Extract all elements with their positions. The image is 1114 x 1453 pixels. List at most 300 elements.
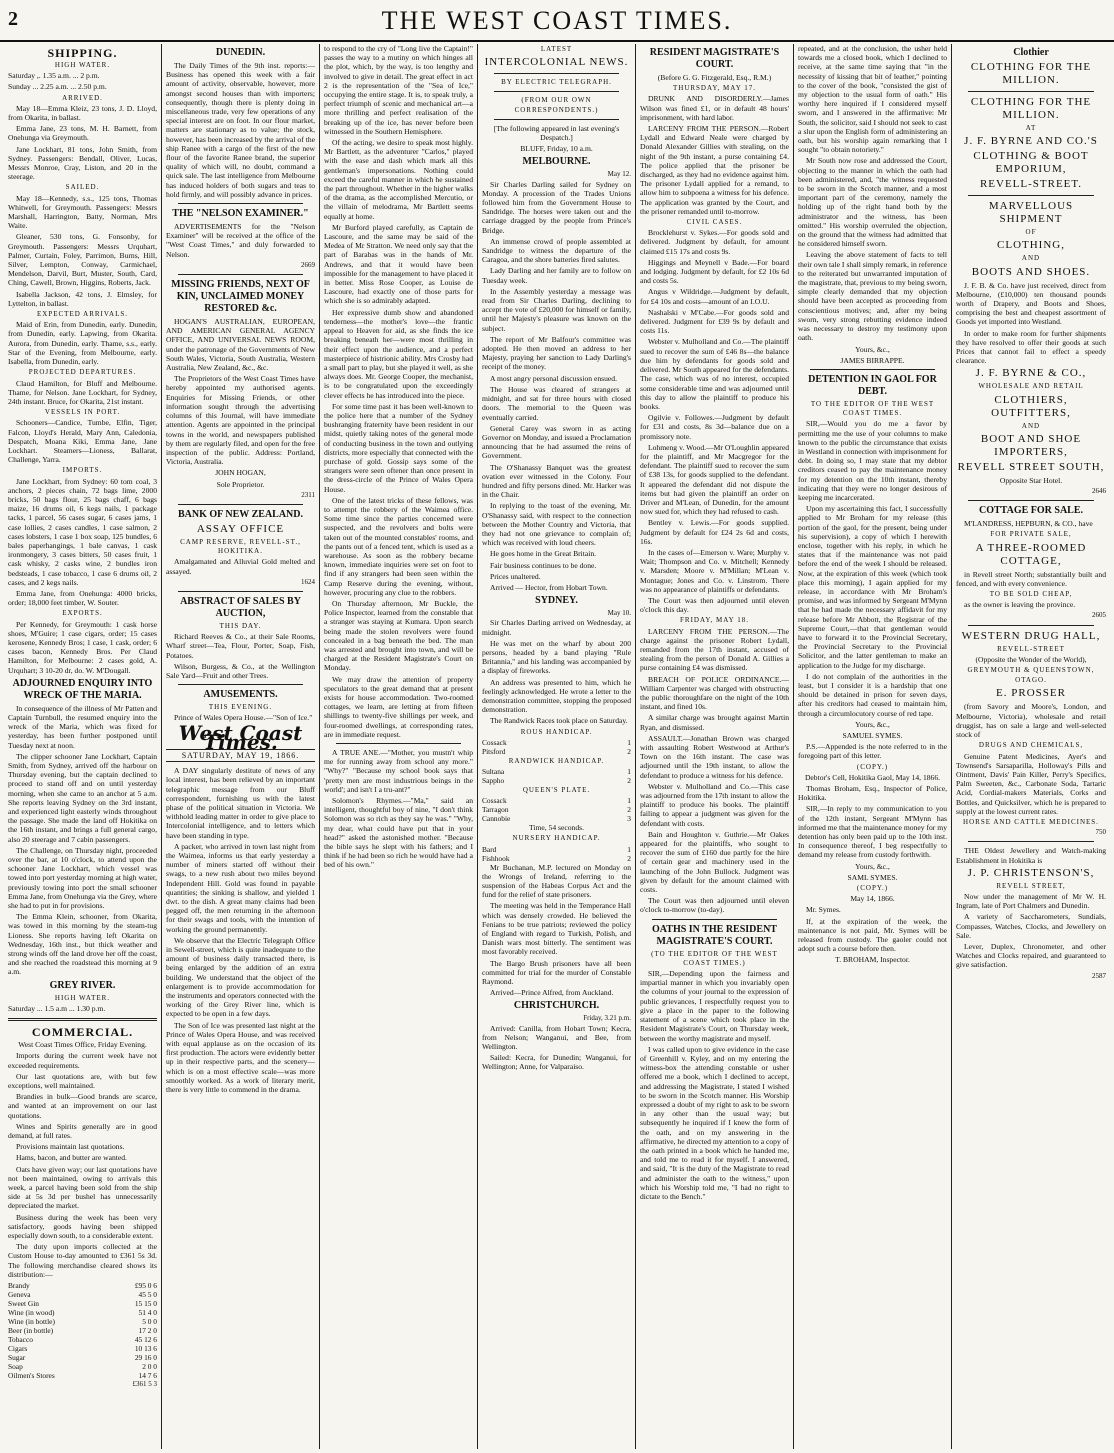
duty-value: 15 15 0 (134, 1298, 157, 1308)
court-case: Bentley v. Lewis.—For goods supplied. Judgment by default for £24 2s 6d and costs, 16s. (640, 518, 789, 546)
table-row (8, 1371, 157, 1380)
court-case: Bain and Houghton v. Guthrie.—Mr Oakes appeared for the plaintiffs, who sought to recover the sum of £160 due partly for the hire of certain gear and machinery used in the launching of the John Bullock. Judgment was given by default for the amount claimed with costs. (640, 829, 789, 895)
advert-text: Lever, Duplex, Chronometer, and other Watches and Clocks repaired, and guaranteed to give satisfaction. (956, 941, 1106, 970)
table-row (8, 1308, 157, 1317)
copy-closing: Yours, &c., (855, 861, 890, 871)
court-case: Higgings and Meynell v Bade.—For board and lodging. Judgment by default, for £2 10s 6d and costs 5s. (640, 257, 789, 286)
lead-paragraph: A packer, who arrived in town last night from the Waimea, informs us that early yesterday a number of miners started off without their swags, to a new rush about two miles beyond Independent Hill. Gold was found in payable quantities; the sinking is shallow, and yielded 1 dwt. to the dish. A great many claims had been pegged off, the men returning in the afternoon for their swags and tools, with the intention of working the ground permanently. (166, 841, 315, 934)
anecdote: A TRUE ANE.—"Mother, you mustn't whip me for running away from school any more." "Why?" "Because my school book says that 'pretty men are most industrious beings in the world'; and isn't I a tru-ant?" (324, 748, 473, 794)
columns (4, 44, 1110, 1449)
hogan-advert-body: The Proprietors of the West Coast Times have hereby appointed my authorised agents. Enquiries for Missing Friends, or other information sought through the advertising columns of this Journal, will have immediate attention. Agents are appointed in the principal towns in the world, and newspapers published by them are regularly filed, and open for the free inspection of the public. Address: Portland, Victoria, Australia. (166, 374, 315, 467)
projected-list: Claud Hamilton, for Bluff and Melbourne. Thame, for Nelson. Jane Lockhart, for Sydney, 24th instant. Bruce, for Okarita, 21st instant. (8, 378, 157, 406)
news-paragraph: General Carey was sworn in as acting Governor on Monday, and issued a Proclamation announcing that he had assumed the reins of Government. (482, 423, 631, 461)
race-heading: RANDWICK HANDICAP. (508, 756, 605, 765)
horse-name: Tarragon (482, 805, 509, 815)
news-paragraph: The report of Mr Balfour's committee was adopted. He then moved an address to her Majesty, praying her sanction to Lady Darling's receipt of the money. (482, 334, 631, 372)
sydney-heading: SYDNEY. (535, 595, 578, 607)
news-paragraph: He goes home in the Great Britain. (490, 549, 597, 559)
drugs-label: DRUGS AND CHEMICALS, (978, 741, 1084, 750)
commercial-heading: COMMERCIAL. (31, 1025, 134, 1040)
arrival-entry: Jane Lockhart, 81 tons, John Smith, from Sydney. Passengers: Bendall, Oliver, Lucas, Messrs Monroe, Cray, Liston, and 20 in the steerage. (8, 144, 157, 182)
in-port-list: Schooners—Candice, Tumbe, Elfin, Tiger, Falcon, Lloyd's Herald, Mary Ann, Caledonia, Despatch, Moana Kiki, Emma Jane, Jane Lockhart. Steamers—Lioness, Ballarat, Challenge, Yarra. (8, 418, 157, 465)
court-case: Webster v. Mulholland and Co.—The plaintiff sued to recover the sum of £46 8s—the balance due him by defendants for goods sold and delivered. Mr South appeared for the defendants. The case, which was of no interest, occupied some considerable time and was adjourned until this day to allow the plaintiff to produce his books. (640, 337, 789, 411)
duty-item: Soap (8, 1361, 23, 1371)
cottage-title: A THREE-ROOMED COTTAGE, (975, 541, 1087, 567)
advert-text: in Revell street North; substantially built and fenced, and with every convenience. (956, 569, 1106, 588)
editorial-banner: West Coast Times. (178, 720, 303, 754)
horse-name: Cannobie (482, 814, 511, 824)
horse-name: Cossack (482, 796, 507, 806)
duty-item: Sweet Gin (8, 1298, 39, 1308)
christensen-name: J. P. CHRISTENSON'S, (967, 866, 1095, 879)
bank-heading: BANK OF NEW ZEALAND. (177, 508, 303, 520)
table-row (482, 805, 631, 814)
in-port-heading: VESSELS IN PORT. (44, 408, 121, 417)
advert-number: 2311 (301, 490, 315, 499)
table-row (8, 1281, 157, 1290)
civil-heading: CIVIL CASES. (686, 218, 743, 227)
boots-shoes: BOOTS AND SHOES. (971, 265, 1091, 278)
placing: 1 (627, 844, 631, 854)
court-case: Webster v. Mulholland and Co.—This case was adjourned from the 17th instant to allow the plaintiff to produce his books. The plaintiff failing to appear a judgment was given for the defendant with costs. (640, 781, 789, 828)
divider (178, 591, 303, 592)
commercial-paragraph: Oats have given way; our last quotations have not been maintained, owing to arrivals this week, a parcel having been sold from the ship side at 5s 3d per bushel has unnecessarily depreciated the market. (8, 1164, 157, 1211)
duties-table (8, 1281, 157, 1380)
prosser-name: E. PROSSER (996, 687, 1066, 700)
duty-value: 29 16 0 (134, 1352, 157, 1362)
court-heading: RESIDENT MAGISTRATE'S COURT. (649, 47, 780, 70)
commercial-paragraph: The duty upon imports collected at the Custom House to-day amounted to £361 5s 3d. The following merchandise cleared shows its distribution:— (8, 1242, 157, 1279)
column-5 (636, 44, 794, 1449)
copy-text: SIR,—In reply to my communication to you of the 12th instant, Sergeant M'Mynn has informed me that the maintenance money for my detention has only been paid up to the 10th inst. In consequence thereof, I beg respectfully to demand my release from custody forthwith. (798, 804, 947, 860)
placing: 2 (627, 776, 631, 785)
amusements-entry: Prince of Wales Opera House.—"Son of Ice." (174, 713, 313, 723)
newspaper-title: THE WEST COAST TIMES. (381, 6, 733, 35)
assay-text: Amalgamated and Alluvial Gold melted and assayed. (166, 557, 315, 576)
table-row (482, 845, 631, 854)
sailed-entry: Isabella Jackson, 42 tons, J. Elmsley, for Lyttelton, in ballast. (8, 289, 157, 308)
court-case: LARCENY FROM THE PERSON.—The charge against the prisoner Robert Lydall, remanded from the 17th instant, accused of stealing from the person of Donald A. Gillies a purse containing £4 was dismissed. (640, 626, 789, 673)
advert-text: Genuine Patent Medicines, Ayer's and Townsend's Sarsaparilla, Holloway's Pills and Ointment, Davis' Pain Killer, Perry's Specifics, Palm Sweeten, &c., Carbonate Soda, Tartaric Acid, Cordial-makers Materials, Corks and Bottles, and Quicksilver, which he is prepared to supply at the lowest current rates. (956, 751, 1106, 816)
imports-list: Emma Jane, from Onehunga: 4000 bricks, order; 18,000 feet timber, W. Souter. (8, 588, 157, 608)
placing: 3 (627, 814, 631, 824)
placing: 1 (627, 737, 631, 747)
advert-number: 2605 (1092, 611, 1106, 620)
missing-friends-heading: MISSING FRIENDS, NEXT OF KIN, UNCLAIMED MONEY RESTORED &c. (171, 279, 310, 315)
news-paragraph: The meeting was held in the Temperance Hall which was densely crowded. He believed the Fenians to be true patriots; reviewed the policy of England with regard to Turkish, Polish, and Danish wars most bitterly. The sentiment was most favorably received. (482, 901, 631, 957)
letter-signature: SAMUEL SYMES. (842, 731, 903, 741)
letter-signature: JAMES BIRRAPPE. (840, 355, 905, 365)
placing: 2 (627, 746, 631, 756)
divider (968, 500, 1094, 501)
horse-name: Sappho (482, 776, 505, 785)
abstract-entry: Richard Reeves & Co., at their Sale Rooms, Wharf street—Tea, Flour, Porter, Soap, Fish, Potatoes. (166, 632, 315, 660)
court-case: Brocklehurst v. Sykes.—For goods sold and delivered. Judgment by default, for amount claimed £15 17s and costs 9s. (640, 228, 789, 256)
table-row (8, 1362, 157, 1371)
commercial-paragraph: Brandies in bulk—Good brands are scarce, and wanted at an improvement on our last quotations. (8, 1092, 157, 1120)
and-label: AND (1021, 254, 1041, 263)
race-results (482, 796, 631, 823)
arrival-entry: Emma Jane, 23 tons, M. H. Barnett, from Onehunga via Greymouth. (8, 124, 157, 143)
shipping-heading: SHIPPING. (47, 46, 118, 60)
page-number: 2 (8, 8, 18, 30)
hogan-title: Sole Proprietor. (216, 479, 265, 489)
news-paragraph: A most angry personal discussion ensued. (490, 373, 617, 383)
sailed-heading: SAILED. (65, 183, 100, 192)
table-row (8, 1326, 157, 1335)
commercial-paragraph: Wines and Spirits generally are in good demand, at full rates. (8, 1121, 157, 1140)
news-paragraph: Sir Charles Darling arrived on Wednesday, at midnight. (482, 618, 631, 637)
copy-location: Debtor's Cell, Hokitika Gaol, May 14, 1866. (804, 772, 941, 782)
table-row (8, 1317, 157, 1326)
dunedin-paragraph: The Daily Times of the 9th inst. reports:—Business has opened this week with a fair amount of activity, observable, however, more amongst second houses than with importers; consequently, though there is plenty doing in miscellaneous trade, very few operations of any special interest are on foot. In our flour market, matters are stationary as to value; the stock, however, has been increased by the arrival of the ship Ranee with a cargo of the first of the new flour of the favorite Ranee brand, the superior quality of which will, no doubt, command a quick sale. The last intelligence from Melbourne has induced holders of both sugars and teas to hold firmly, and will possibly advance in prices. (166, 61, 315, 199)
news-paragraph: Fair business continues to be done. (490, 560, 597, 570)
masthead (0, 0, 1114, 42)
emporium-name: CLOTHING & BOOT EMPORIUM, (973, 150, 1089, 176)
commercial-paragraph: Our last quotations are, with but few exceptions, well maintained. (8, 1071, 157, 1090)
letter-paragraph: repeated, and at the conclusion, the usher held towards me a closed book, which I declined to receive, at the same time saying that "in the necessity of kissing that bit of leather," pointing to the cover of the book, "consisted the gist of my objection to the usual form of oath." His worthy here inquired if I considered myself sworn, and I answered in the affirmative: Mr South, the solicitor, said I should not seek to cast a slur upon the English form of administering an oath, but his worship again remarking that I sought "to obtain notoriety." (798, 44, 947, 155)
horse-medicines: HORSE AND CATTLE MEDICINES. (963, 817, 1099, 826)
grey-high-water: HIGH WATER. (54, 993, 111, 1002)
letter-paragraph: Leaving the above statement of facts to tell their own tale I shall simply remark, in reference to the reiterated but unwarranted imputation of the magistrate, that, previous to my being sworn, simple clearly demanded that my objection should have been accepted as proceeding from conscientious motives; and, after my being sworn, very strong rebutting evidence indeed was necessary to destroy my testimony upon oath. (798, 250, 947, 343)
letter-closing: Yours, &c., (855, 719, 890, 729)
otago-label: OTAGO. (1015, 676, 1047, 685)
private-sale: FOR PRIVATE SALE, (990, 530, 1072, 539)
court-case: DRUNK AND DISORDERLY.—James Wilson was fined £1, or in default 48 hours' imprisonment, with hard labor. (640, 94, 789, 122)
revell-south: REVELL STREET SOUTH, (957, 460, 1105, 473)
clothier-heading: Clothier (1013, 47, 1049, 58)
advert-number: 2669 (301, 260, 315, 269)
news-paragraph: Arrived: Canilla, from Hobart Town; Kecra, from Nelson; Wanganui, and Bee, from Wellington. (482, 1023, 631, 1052)
assay-address: CAMP RESERVE, REVELL-ST., HOKITIKA. (180, 537, 301, 556)
news-paragraph: The Bargo Brush prisoners have all been committed for trial for the murder of Constable Raymond. (482, 958, 631, 987)
byrne-name: J. F. BYRNE AND CO.'S (964, 135, 1098, 148)
placing: 2 (627, 805, 631, 815)
column-1 (4, 44, 162, 1449)
court-case: Ogilvie v. Followes.—Judgment by default for £31 and costs, 8s 3d—balance due on a promissory note. (640, 413, 789, 441)
telegraph-label: BY ELECTRIC TELEGRAPH. (501, 78, 612, 87)
table-row (8, 1299, 157, 1308)
boot-importers: BOOT AND SHOE IMPORTERS, (980, 432, 1082, 458)
lead-paragraph: We observe that the Electric Telegraph Office in Sewell-street, which is quite inadequate to the amount of business daily transacted there, is being enlarged by the addition of an extra building. We understand that the object of the enlargement is to provide accommodation for the instruments and operators connected with the working of the Grey River line, which is expected to be open in a few days. (166, 935, 315, 1019)
advert-number: 750 (1095, 828, 1106, 837)
court-case: ASSAULT.—Jonathan Brown was charged with assaulting Robert Westwood at Arthur's Town on the 16th instant. The case was adjourned until the 19th instant, to allow the defendant to produce a witness for his defence. (640, 733, 789, 780)
race-heading: QUEEN'S PLATE. (522, 786, 591, 794)
commercial-paragraph: Imports during the current week have not exceeded requirements. (8, 1051, 157, 1070)
horse-name: Cossack (482, 737, 507, 747)
sailed-entry: May 18—Kennedy, s.s., 125 tons, Thomas Whitwell, for Greymouth. Passengers: Messrs Marshall, Harrington, Batty, Norman, Mrs Waite. (8, 193, 157, 231)
advert-text: J. F. B. & Co. have just received, direct from Melbourne, (£10,000) ten thousand pounds worth of Drapery, and Boots and Shoes, comprising the best and cheapest assortment of Goods yet imported into Westland. (956, 280, 1106, 327)
exports-list: Per Kennedy, for Greymouth: 1 cask horse shoes, M'Guire; 1 case cigars, order; 15 cases kerosene, Kennedy Bros; 1 case, 1 cask, order; 6 cases bacon, Kennedy Bros. Per Claud Hamilton, for Melbourne: 2 cases gold, A. Urquhart; 3 10-20 dr, do. W. M'Dougall. (8, 619, 157, 675)
column-6 (794, 44, 952, 1449)
court-date: THURSDAY, MAY 17. (672, 84, 756, 93)
horse-name: Bard (482, 844, 497, 854)
table-row (482, 738, 631, 747)
copy-text: Thomas Broham, Esq., Inspector of Police, Hokitika. (798, 784, 947, 803)
news-paragraph: In the Assembly yesterday a message was read from Sir Charles Darling, declining to accept the vote of £20,000 for himself or family, until her Majesty's pleasure was known on the subject. (482, 286, 631, 333)
advert-number: 2587 (1092, 971, 1106, 980)
news-paragraph: An immense crowd of people assembled at Sandridge to witness the departure of the Caragoa, and the shore batteries fired salutes. (482, 236, 631, 265)
advert-text: (from Savory and Moore's, London, and Melbourne, Victoria), wholesale and retail druggist, has on sale a large and well-selected stock of (956, 702, 1106, 740)
commercial-paragraph: Business during the week has been very satisfactory, goods having been shipped especially down south, to a considerable extent. (8, 1212, 157, 1240)
divider (968, 91, 1094, 92)
wreck-paragraph: The Challenge, on Thursday night, proceeded over the bar, at 10 o'clock, to attend upon the schooner Jane Lockhart, which vessel was towed into port yesterday morning at high water, previously towing into port the small schooner Emma Jane, from Onehunga via the Grey, where she had to put in for provisions. (8, 845, 157, 911)
bluff-dateline: BLUFF, Friday, 10 a.m. (520, 144, 593, 154)
advert-number: 2646 (1092, 487, 1106, 496)
abstract-entry: Wilson, Burgess, & Co., at the Wellington Sale Yard—Fruit and other Trees. (166, 661, 315, 680)
tide-saturday: Saturday ,. 1.35 a.m. ... 2 p.m. (8, 71, 100, 81)
sailed-entry: Gleaner, 530 tons, G. Fonsonby, for Greymouth. Passengers: Messrs Urquhart, Palmer, Curtain, Foley, Parrimon, Burns, Hill, Silver, Lempton, Conway, Carmichael, Mendelson, Darvil, Burt, Muster, South, Card, Ching, Cawell, Brown, Higgins, Roberts, Jack. (8, 232, 157, 288)
news-paragraph: Lady Darling and her family are to follow on Tuesday week. (482, 266, 631, 285)
duty-item: Tobacco (8, 1334, 33, 1344)
news-paragraph: The O'Shanassy Banquet was the greatest ovation ever witnessed in the Colony. Four hundred and fifty persons dined. Mr. Harker was in the Chair. (482, 462, 631, 500)
amusements-sub: THIS EVENING. (208, 703, 273, 712)
of-label: OF (1025, 228, 1037, 237)
revell-street-label: REVELL STREET, (996, 881, 1066, 890)
correspondents-label: (FROM OUR OWN CORRESPONDENTS.) (514, 96, 599, 114)
divider (494, 73, 619, 74)
court-case: A similar charge was brought against Martin Ryan, and dismissed. (640, 713, 789, 732)
imports-heading: IMPORTS. (62, 466, 103, 475)
drug-hall: WESTERN DRUG HALL, (961, 629, 1101, 642)
letter-paragraph: SIR,—Would you do me a favor by permitting me the use of your columns to make known to the public the circumstance that exists in Westland in connection with imprisonment for debt. In doing so, I may state that my debtor creditors ceased to pay the maintenance money for my detention on the 10th instant, thereby indicating that they were no longer desirous of keeping me incarcerated. (798, 419, 947, 502)
abstract-heading: ABSTRACT OF SALES BY AUCTION, (180, 595, 301, 619)
commercial-office: West Coast Times Office, Friday Evening. (18, 1040, 147, 1050)
wreck-paragraph: The clipper schooner Jane Lockhart, Captain Smith, from Sydney, arrived off the harbour on Thursday evening, but the captain declined to proceed to stand off and on until yesterday morning, when she came to an anchor at 5 a.m. She reports leaving Sydney on the 3rd instant, and experienced light easterly winds throughout the passage. She made the land off Hokitika on the 16th instant, and brings a full general cargo, also 20 steerage and 7 cabin passengers. (8, 751, 157, 844)
exports-heading: EXPORTS. (62, 609, 103, 618)
detention-to-editor: TO THE EDITOR OF THE WEST COAST TIMES. (810, 399, 935, 418)
christchurch-date: Friday, 3.21 p.m. (583, 1014, 631, 1023)
sydney-date: May 10. (607, 609, 631, 618)
table-row (482, 854, 631, 863)
divider (178, 203, 303, 204)
wreck-paragraph: In consequence of the illness of Mr Patten and Captain Turnbull, the resumed enquiry into the wreck of the Maria, which was fixed for yesterday, has been further postponed until Tuesday next at noon. (8, 703, 157, 750)
clothiers-label: CLOTHIERS, OUTFITTERS, (991, 393, 1071, 419)
table-row (482, 747, 631, 756)
anecdote: Solomon's Rhymes.—"Ma," said an intelligent, thoughtful boy of nine, "I don't think Solomon was so rich as they say he was." "Why, my dear, what could have put that in your head?" asked the astonished mother. "Because the bible says he slept with his fathers; and I think if he had been so rich he would have had a bed of his own." (324, 796, 473, 870)
divider (968, 841, 1094, 842)
court-case: The Court was then adjourned until eleven o'clock to-morrow (to-day). (640, 896, 789, 915)
duty-item: Sugar (8, 1352, 26, 1362)
news-paragraph: Arrived—Prince Alfred, from Auckland. (490, 988, 614, 998)
copy-heading: (COPY.) (856, 762, 889, 771)
article-paragraph: For some time past it has been well-known to the police here that a number of the Sydney bushranging fraternity have been resident in our midst, quietly taking notes of the general mode of conducting business in the town and outlying districts, more especially that connected with the purchase of gold. Gossip says some of the strangers were seen oftener than once present in the dress-circle of the Prince of Wales Opera House. (324, 401, 473, 494)
divider (178, 274, 303, 275)
hogan-advert: HOGAN'S AUSTRALIAN, EUROPEAN, AND AMERICAN GENERAL AGENCY OFFICE, AND UNIVERSAL NEWS ROOM, under the patronage of the Governments of New South Wales, Victoria, South Australia, Western Australia, New Zealand, &c., &c. (166, 317, 315, 373)
letter-paragraph: Upon my ascertaining this fact, I successfully applied to Mr Broham for my release (this portion of the gaol, for the present, being under his supervision), a copy of which I herewith enclose, together with his reply, in which he states that if the maintenance was not paid before the end of the week I should be released. Now, at the expiration of this week (which took place this morning), I again applied for my release, in accordance with Mr Broham's promise, and was informed by Sergeant M'Mynn that he had made the necessary affidavit for my release before Mr Abbott, the Registrar of the Supreme Court,—that that gentleman would have to forward it to the Provincial Secretary, the Provincial Secretary to the Provincial Solicitor, and the latter gentleman to make an application to the Judge for my discharge. (798, 504, 947, 670)
letter-paragraph: Mr South now rose and addressed the Court, objecting to the manner in which the oath had been administered, and, "the witness requested to be sworn in the Scotch manner, and a most important part of the ceremony, namely the holding up of the right hand both by the administrator and the witness, has been omitted." His worship overruled the objection, on the ground that the witness had admitted that he considered himself sworn. (798, 156, 947, 249)
article-paragraph: One of the latest tricks of these fellows, was to attempt the robbery of the Waimea office. Some time since the parties concerned were suspected, and the revolvers and bolts were taken out of the mounted constables' rooms, and the pants out of a fenced tent, which is used as a warehouse. As soon as the robbery became known, immediate inquiries were set on foot to find if any strangers had been seen within the Camp Reserve during the evening, without, however, procuring any clue to the robbers. (324, 495, 473, 597)
article-paragraph: to respond to the cry of "Long live the Captain!" passes the way to a mutiny on which hinges all the plot, which, by the way, is too lengthy and involved to give in detail. The great effect in act 2 is the representation of the "Sea of Ice," occupying the entire stage. It is, to speak truly, a perfect triumph of scenic and mechanical art—a more thrilling and perfect realisation of the breaking up of the ice, has never before been witnessed in the Southern Hemisphere. (324, 44, 473, 136)
projected-heading: PROJECTED DEPARTURES. (28, 368, 137, 377)
expected-heading: EXPECTED ARRIVALS. (37, 310, 128, 319)
byrne-co: J. F. BYRNE & CO., (975, 367, 1087, 380)
clothing-slogan: CLOTHING FOR THE MILLION. (970, 61, 1092, 86)
news-paragraph: Prices unaltered. (490, 571, 541, 581)
issue-date: SATURDAY, MAY 19, 1866. (166, 749, 315, 762)
assay-heading: ASSAY OFFICE (196, 522, 285, 535)
advert-text: as the owner is leaving the province. (964, 600, 1076, 610)
duty-value: £95 0 6 (134, 1280, 157, 1290)
duty-item: Geneva (8, 1289, 31, 1299)
duty-item: Wine (in wood) (8, 1307, 55, 1317)
grey-tide: Saturday ... 1.5 a.m ... 1.30 p.m. (8, 1003, 106, 1013)
melbourne-date: May 12. (607, 170, 631, 179)
grey-river-heading: GREY RIVER. (49, 979, 116, 991)
imports-list: Jane Lockhart, from Sydney: 60 tom coal, 3 anchors, 2 pieces chain, 72 bags lime, 2000 bricks, 50 bags flour, 25 bags chaff, 6 bags maize, 16 drums oil, 6 kegs nails, 1 package tacks, 1 parcel, 56 cases sugar, 6 cases jams, 1 case lollies, 2 cases candles, 1 case salmon, 2 cases lobsters, 1 case 1 box soap, 125 bundles, 6 bales paperhangings, 1 bale canvas, 1 cask ironmongery, 3 cases bitters, 50 cases fruit, 1 cask whisky, 2 casks wine, 2 bundles iron bedsteads, 1 case tobacco, 1 case 6 drums oil, 2 cases, and 2 kegs nails. (8, 476, 157, 587)
horse-name: Fishhook (482, 853, 510, 863)
divider (178, 684, 303, 685)
lead-paragraph: A DAY singularly destitute of news of any local interest, has been relieved by an important telegraphic message from our Bluff correspondent, furnishing us with the latest phase of the political situation in Victoria. We withhold leading matter in order to give place to Intercolonial intelligence, and to letters which have been standing in type. (166, 766, 315, 840)
letter-closing: Yours, &c., (855, 344, 890, 354)
duty-item: Beer (in bottle) (8, 1325, 54, 1335)
table-row (482, 767, 631, 776)
postscript: P.S.—Appended is the note referred to in the foregoing part of this letter. (798, 742, 947, 761)
table-row (482, 814, 631, 823)
oaths-to-editor: (TO THE EDITOR OF THE WEST COAST TIMES.) (651, 949, 778, 967)
article-paragraph: We may draw the attention of property speculators to the great demand that at present exists for house accommodation. Two-roomed cottages, we learn, are letting at from fifteen shillings to twenty-five shillings per week, and four-roomed dwellings, at corresponding rates, are in immediate request. (324, 674, 473, 739)
race-heading: NURSERY HANDICAP. (512, 834, 601, 843)
column-7 (952, 44, 1110, 1449)
hogan-signature: JOHN HOGAN, (215, 468, 266, 478)
clothing-slogan: CLOTHING FOR THE MILLION. (970, 96, 1092, 121)
divider (968, 195, 1094, 196)
table-row (8, 1290, 157, 1299)
article-paragraph: Mr Burford played carefully, as Captain de Lascoure, and the same may be said of the Medea of Mr Stratton. We need only say that the part of Barabas was in the hands of Mr. Andrews, and that it would have been impossible for the management to have placed it in better. Miss Rose Cooper, as Louise de Lascoure, had exactly one of those parts for which she is so admirably adapted. (324, 222, 473, 306)
opposite-wonder: (Opposite the Wonder of the World), (975, 654, 1087, 664)
race-results (482, 738, 631, 756)
letter-paragraph: I do not complain of the authorities in the least, but I consider it is a hardship that one should be detained in prison for seven days, after his creditors had ceased to maintain him, through a circumlocutory course of red tape. (798, 671, 947, 718)
article-paragraph: Her expressive dumb show and abandoned tenderness—the mother's love—the frantic appeal to Heaven for aid, as she finds the ice breaking beneath her—were most thrilling in their effect upon the audience, and a perfect masterpiece of histrionic ability. Mrs Crosby had a small part to play, but she played it well, as she always does. Mr. George Cooper, the mechanist, is to be congratulated upon the exceedingly clever effects he has introduced into the piece. (324, 307, 473, 400)
news-paragraph: Sir Charles Darling sailed for Sydney on Monday. A procession of the Trades Unions followed him from the Government House to Sandridge. The horses were taken out and the carriage dragged by the people from Prince's Bridge. (482, 179, 631, 235)
advert-text: A variety of Saccharometers, Sundials, Compasses, Watches, Clocks, and Jewellery on Sale. (956, 912, 1106, 940)
advert-text: In order to make room for further shipments they have resolved to offer their goods at such Prices that cannot fail to effect a speedy clearance. (956, 328, 1106, 366)
lead-paragraph: The Son of Ice was presented last night at the Prince of Wales Opera House, and was received with equal applause as on the occasion of its first production. The actors were evidently better up in their respective parts, and the scenery—which is on a most effective scale—was more smoothly worked. As a work of literary merit, there is very little to commend in the drama. (166, 1020, 315, 1095)
horse-name: Sultana (482, 767, 505, 776)
news-paragraph: The House was cleared of strangers at midnight, and sat for three hours with closed doors. The memorial to the Queen was eventually carried. (482, 384, 631, 422)
revell-street: REVELL-STREET. (979, 178, 1083, 191)
placing: 2 (627, 853, 631, 863)
copy-signature: SAML SYMES. (847, 872, 898, 882)
article-paragraph: Of the acting, we desire to speak most highly. Mr Bartlett, as the adventurer "Carlos," played with the ease and dash which mark all this gentleman's impersonations. Nothing could exceed the careful manner in which he sustained the part throughout. Whether in the higher walks of the drama, as the accomplished Mercutio, or the villain of melodrama, Mr Bartlett seems equally at home. (324, 138, 473, 221)
divider (968, 625, 1094, 626)
commercial-paragraph: Provisions maintain last quotations. (16, 1142, 125, 1152)
duty-item: Oilmen's Stores (8, 1370, 55, 1380)
news-paragraph: The Randwick Races took place on Saturday. (490, 716, 628, 726)
news-paragraph: An address was presented to him, which he feelingly acknowledged. He wrote a letter to the demonstration committee, stopping the proposed demonstration. (482, 677, 631, 715)
opposite-star: Opposite Star Hotel. (999, 475, 1063, 485)
duty-value: 10 13 6 (134, 1343, 157, 1353)
high-water-label: HIGH WATER. (54, 61, 111, 69)
clothing-word: CLOTHING, (997, 239, 1065, 252)
letter-paragraph: I was called upon to give evidence in the case of Greenhill v. Kyley, and on my entering the witness-box the attending constable or usher offered me a book, which I declined to accept, and addressing the Magistrate, I stated I wished to be sworn in the Scotch manner. His Worship expressed a doubt of my right to ask to be sworn in any other than the usual way; but subsequently he inquired if I knew the form of the oath, and on my answering in the affirmative, he directed my attention to a copy of the oath printed in a book which he handed me, and told me to read it for myself. I answered, and said, "It is the duty of the Magistrate to read and administer the oath to the witness," upon which his Worship told me, "I had no right to dictate to the Bench." (640, 1044, 789, 1201)
duty-value: 2 0 0 (142, 1361, 157, 1371)
copy-date: May 14, 1866. (850, 894, 895, 904)
at-label: AT (1025, 124, 1037, 132)
table-row (482, 796, 631, 805)
table-row (8, 1353, 157, 1362)
greymouth-label: GREYMOUTH & QUEENSTOWN, (967, 666, 1095, 675)
arrived-heading: ARRIVED. (62, 93, 103, 102)
court-case: Nashalski v M'Cabe.—For goods sold and delivered. Judgment for £39 9s by default and costs 11s. (640, 307, 789, 336)
table-row (8, 1335, 157, 1344)
news-paragraph: Arrived — Hector, from Hobart Town. (490, 582, 608, 592)
wholesale-label: WHOLESALE AND RETAIL (978, 382, 1084, 391)
revell-st-label: REVELL-STREET (997, 644, 1065, 653)
despatch-note: [The following appeared in last evening's Despatch.] (493, 123, 620, 143)
and-label: AND (1021, 421, 1041, 430)
placing: 1 (627, 796, 631, 806)
latest-label: LATEST (540, 45, 573, 53)
duty-item: Wine (in bottle) (8, 1316, 55, 1326)
column-2 (162, 44, 320, 1449)
advert-text: M'LANDRESS, HEPBURN, & CO., have (964, 519, 1093, 529)
expected-list: Maid of Erin, from Dunedin, early. Dunedin, from Dunedin, early. Lapwing, from Okarita. Aurora, from Dunedin, early. Thame, s.s., early. Star of the Evening, from Melbourne, early. Isabella, from Dunedin, early. (8, 320, 157, 367)
court-case: Lohmeng v. Wood.—Mr O'Loughlin appeared for the plaintiff, and Mr Macgregor for the defendant. The plaintiff sued to recover the sum of £38 13s, for goods supplied to the defendant. It appeared the defendant did not dispute the items but had given the plaintiff an order on Driver and M'Lean, of Dunedin, for the amount now sued for, which they had refused to cash. (640, 442, 789, 517)
column-4 (478, 44, 636, 1449)
wreck-paragraph: The Emma Klein, schooner, from Okarita, was towed in this morning by the steam-tug Lioness. She reports having left Okarita on Wednesday, 16th inst., but thick weather and strong winds off the land drove her off the coast, and she reached the roadstead this morning at 9 a.m. (8, 912, 157, 977)
sold-cheap: TO BE SOLD CHEAP, (989, 590, 1073, 599)
cottage-heading: COTTAGE FOR SALE. (979, 505, 1083, 517)
news-paragraph: He was met on the wharf by about 200 persons, headed by a band playing "Rule Britannia," and his landing was accompanied by a display of fireworks. (482, 638, 631, 676)
court-case: In the cases of—Emerson v. Ware; Murphy v. Wait; Thompson and Co. v. Mitchell; Kennedy v. Marsden; Moore v. M'Millan; M'Lean v. Montague; Jones and Co. v. Linstrom. There was no appearance of plaintiffs or defendants. (640, 547, 789, 594)
arrival-entry: May 18—Emma Kleiz, 23 tons, J. D. Lloyd, from Okarita, in ballast. (8, 103, 157, 123)
amusements-heading: AMUSEMENTS. (203, 689, 278, 701)
advert-text: THE Oldest Jewellery and Watch-making Establishment in Hokitika is (956, 846, 1106, 865)
copy-text: Mr. Symes. (806, 905, 841, 915)
column-3 (320, 44, 478, 1449)
abstract-sub: THIS DAY. (219, 621, 262, 630)
divider (494, 91, 619, 92)
duty-value: 51 4 0 (138, 1307, 157, 1317)
news-paragraph: Sailed: Kecra, for Dunedin; Wanganui, for Wellington; Anne, for Valparaiso. (482, 1053, 631, 1072)
court-case: LARCENY FROM THE PERSON.—Robert Lydall and Edward Neale were charged by Donald Alexander Gillies with stealing, on the night of the 9th instant, a purse containing £4. The police applied that the prisoner be discharged, as they had no evidence against him. The prisoner Lydall applied for a remand, to allow him to subpoena a witness for his defence. The application was granted by the Court, and the prisoner remanded until to-morrow. (640, 124, 789, 216)
dunedin-heading: DUNEDIN. (215, 47, 266, 58)
duty-item: Brandy (8, 1280, 30, 1290)
court-sub: (Before G. G. Fitzgerald, Esq., R.M.) (657, 73, 772, 82)
duty-value: 5 0 0 (142, 1316, 157, 1326)
court-case: BREACH OF POLICE ORDINANCE.—William Carpenter was charged with obstructing the public thoroughfare on the night of the 10th instant, and fined 10s. (640, 674, 789, 712)
commercial-paragraph: Hams, bacon, and butter are wanted. (16, 1153, 127, 1163)
copy-text: If, at the expiration of the week, the maintenance is not paid, Mr. Symes will be released from custody. The gaoler could not adopt such a course before then. (798, 916, 947, 954)
race-results (482, 845, 631, 863)
advert-number: 1624 (301, 577, 315, 586)
race-heading: ROUS HANDICAP. (520, 727, 593, 736)
table-row (8, 1344, 157, 1353)
melbourne-heading: MELBOURNE. (522, 156, 591, 168)
advert-text: Now under the management of Mr W. H. Ingram, late of Port Chalmers and Dunedin. (956, 891, 1106, 911)
copy-signature: T. BROHAM, Inspector. (835, 955, 910, 965)
duty-value: 45 5 0 (138, 1289, 157, 1299)
letter-paragraph: SIR,—Depending upon the fairness and impartial manner in which you invariably open the columns of your journal to the expression of public grievances, I respectfully request you to give a place in the paper to the following statement of a scene which took place in the Resident Magistrate's Court, on Thursday week, between the worthy magistrate and myself. (640, 969, 789, 1043)
nelson-heading: THE "NELSON EXAMINER." (172, 208, 309, 220)
placing: 1 (627, 767, 631, 776)
duty-value: 17 2 0 (138, 1325, 157, 1335)
article-paragraph: On Thursday afternoon, Mr Buckle, the Police Inspector, learned from the constable that a stranger was staying at Kumara. Upon search being made the stolen revolvers were found concealed in a bag beneath the bed. The man was arrested and brought into town, and will be charged at the Resident Magistrate's Court on Monday. (324, 598, 473, 673)
duty-value: 45 12 6 (134, 1334, 157, 1344)
divider (652, 919, 777, 920)
tide-sunday: Sunday ... 2.25 a.m. ... 2.50 p.m. (8, 82, 107, 92)
news-paragraph: Mr Buchanan, M.P. lectured on Monday on the Wrongs of Ireland, referring to the suspension of the Habeas Corpus Act and the fund for the relief of state prisoners. (482, 862, 631, 900)
horse-name: Pitsford (482, 746, 506, 756)
divider (178, 504, 303, 505)
court-case: Angus v Wildridge.—Judgment by default, for £4 10s and costs—amount of an I.O.U. (640, 287, 789, 306)
divider (494, 119, 619, 120)
race-results (482, 767, 631, 785)
oaths-heading: OATHS IN THE RESIDENT MAGISTRATE'S COURT. (652, 923, 777, 947)
divider (336, 743, 461, 744)
christchurch-heading: CHRISTCHURCH. (513, 1000, 600, 1012)
